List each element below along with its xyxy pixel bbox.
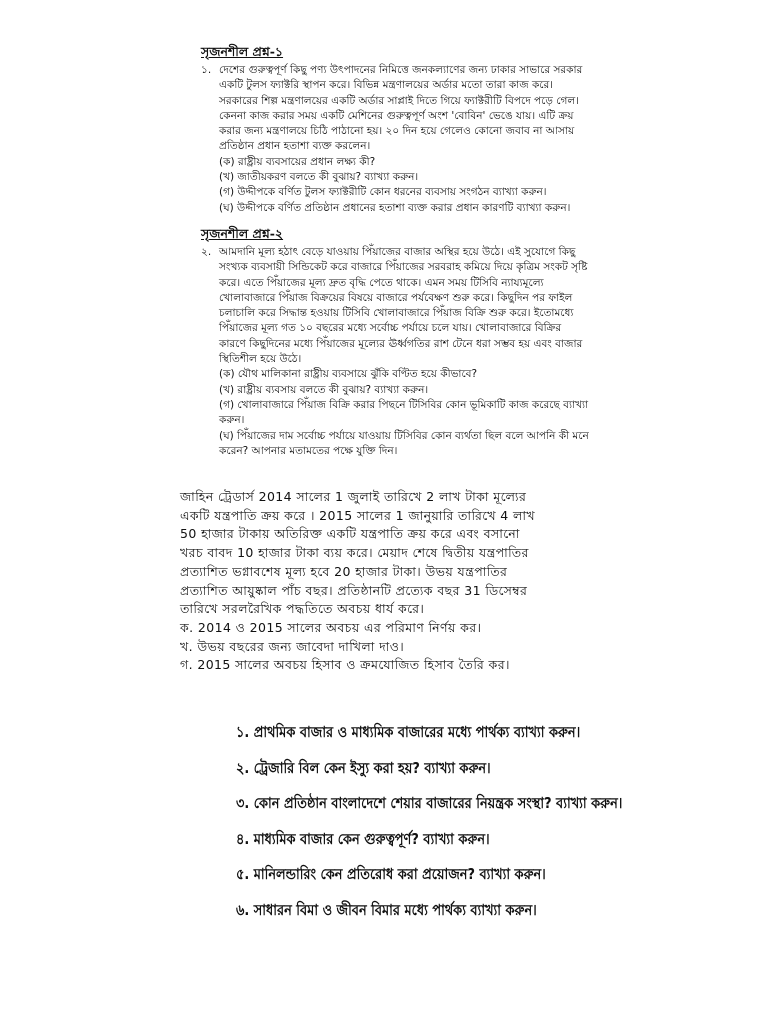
question-2-body bbox=[201, 245, 591, 459]
problem-line: জাহিন ট্রেডার্স 2014 সালের 1 জুলাই তারিখে 2 লাখ টাকা মূল্যের bbox=[180, 489, 527, 504]
question-2-stem: আমদানি মূল্য হঠাৎ বেড়ে যাওয়ায় পিঁয়াজের বাজার অস্থির হয়ে উঠে। এই সুযোগে কিছু সংখ্যক ব্যবসায়ী সিন্ডিকেট করে বাজারে পিঁয়াজের সরবরাহ কমিয়ে দিয়ে কৃত্রিম সংকট সৃষ্টি করে। এতে পিঁয়াজের মূল্য দ্রুত বৃদ্ধি পেতে থাকে। এমন সময় টিসিবি ন্যায্যমূল্যে খোলাবাজারে পিঁয়াজ বিক্রয়ের বিষয়ে বাজারে পর্যবেক্ষণ শুরু করে। কিছুদিন পর ফাইল চলাচালি করে সিদ্ধান্ত হওয়ায় টিসিবি খোলাবাজারে পিঁয়াজ বিক্রি শুরু করে। ইতোমধ্যে পিঁয়াজের মূল্য গত ১০ বছরের মধ্যে সর্বোচ্চ পর্যায়ে চলে যায়। খোলাবাজারে বিক্রির কারণে কিছুদিনের মধ্যে পিঁয়াজের মূল্যের ঊর্ধ্বগতির রাশ টেনে ধরা সম্ভব হয় এবং বাজার স্থিতিশীল হয়ে উঠে। bbox=[219, 246, 588, 366]
problem-line: তারিখে সরলরৈখিক পদ্ধতিতে অবচয় ধার্য করে। bbox=[180, 601, 425, 617]
short-question-1: ১. প্রাথমিক বাজার ও মাধ্যমিক বাজারের মধ্যে পার্থক্য ব্যাখ্যা করুন। bbox=[236, 723, 581, 741]
creative-question-2 bbox=[201, 226, 591, 459]
question-1-part-gha: (ঘ) উদ্দীপকে বর্ণিত প্রতিষ্ঠান প্রধানের হতাশা ব্যক্ত করার প্রধান কারণটি ব্যাখ্যা করুন। bbox=[219, 201, 571, 214]
question-2-part-kha: (খ) রাষ্ট্রীয় ব্যবসায় বলতে কী বুঝায়? ব্যাখ্যা করুন। bbox=[219, 383, 429, 396]
short-question-5: ৫. মানিলন্ডারিং কেন প্রতিরোধ করা প্রয়োজন? ব্যাখ্যা করুন। bbox=[236, 865, 546, 884]
question-1-number: ১. bbox=[201, 64, 212, 76]
problem-question-kha: খ. উভয় বছরের জন্য জাবেদা দাখিলা দাও। bbox=[180, 638, 405, 654]
question-1-part-ga: (গ) উদ্দীপকে বর্ণিত টুলস ফ্যাক্টরীটি কোন ধরনের ব্যবসায় সংগঠন ব্যাখ্যা করুন। bbox=[219, 186, 547, 199]
question-1-part-ka: (ক) রাষ্ট্রীয় ব্যবসায়ের প্রধান লক্ষ্য কী? bbox=[219, 155, 376, 168]
question-1-stem: দেশের গুরুত্বপূর্ণ কিছু পণ্য উৎপাদনের নিমিত্তে জনকল্যাণের জন্য ঢাকার সাভারে সরকার একটি টুলস ফ্যাক্টরি স্থাপন করে। বিভিন্ন মন্ত্রণালয়ের অর্ডার মতো তারা কাজ করে। সরকারের শিল্প মন্ত্রণালয়ের একটি অর্ডার সাপ্লাই দিতে গিয়ে ফ্যাক্টরীটি বিপদে পড়ে গেল। কেননা কাজ করার সময় একটি মেশিনের গুরুত্বপূর্ণ অংশ 'বোবিন' ভেঙে যায়। এটি ক্রয় করার জন্য মন্ত্রণালয়ে চিঠি পাঠানো হয়। ২০ দিন হয়ে গেলেও কোনো জবাব না আসায় প্রতিষ্ঠান প্রধান হতাশা ব্যক্ত করলেন। bbox=[219, 64, 583, 153]
short-question-6: ৬. সাধারন বিমা ও জীবন বিমার মধ্যে পার্থক্য ব্যাখ্যা করুন। bbox=[236, 900, 537, 919]
short-question-3: ৩. কোন প্রতিষ্ঠান বাংলাদেশে শেয়ার বাজারের নিয়ন্ত্রক সংস্থা? ব্যাখ্যা করুন। bbox=[236, 794, 623, 813]
question-2-part-gha: (ঘ) পিঁয়াজের দাম সর্বোচ্চ পর্যায়ে যাওয়ায় টিসিবির কোন ব্যর্থতা ছিল বলে আপনি কী মনে করেন? আপনার মতামতের পক্ষে যুক্তি দিন। bbox=[219, 429, 589, 457]
question-2-number: ২. bbox=[201, 246, 212, 258]
problem-question-ga: গ. 2015 সালের অবচয় হিসাব ও ক্রমযোজিত হিসাব তৈরি কর। bbox=[180, 657, 510, 673]
question-2-part-ga: (গ) খোলাবাজারে পিঁয়াজ বিক্রি করার পিছনে টিসিবির কোন ভূমিকাটি কাজ করেছে ব্যাখ্যা করুন। bbox=[219, 398, 589, 427]
question-2-heading: সৃজনশীল প্রশ্ন-২ bbox=[201, 226, 284, 241]
depreciation-problem bbox=[180, 488, 642, 675]
question-1-body bbox=[201, 63, 591, 216]
problem-line: প্রত্যাশিত ভগ্নাবশেষ মূল্য হবে 20 হাজার টাকা। উভয় যন্ত্রপাতির bbox=[180, 563, 508, 579]
short-question-2: ২. ট্রেজারি বিল কেন ইস্যু করা হয়? ব্যাখ্যা করুন। bbox=[236, 758, 491, 777]
question-1-part-kha: (খ) জাতীয়করণ বলতে কী বুঝায়? ব্যাখ্যা করুন। bbox=[219, 171, 419, 184]
question-2-part-ka: (ক) যৌথ মালিকানা রাষ্ট্রীয় ব্যবসায়ে ঝুঁকি বণ্টিত হয়ে কীভাবে? bbox=[219, 368, 478, 381]
problem-line: একটি যন্ত্রপাতি ক্রয় করে । 2015 সালের 1 জানুয়ারি তারিখে 4 লাখ bbox=[180, 507, 535, 523]
short-questions-list bbox=[236, 722, 623, 936]
problem-line: প্রত্যাশিত আয়ুষ্কাল পাঁচ বছর। প্রতিষ্ঠানটি প্রত্যেক বছর 31 ডিসেম্বর bbox=[180, 582, 528, 598]
problem-question-ka: ক. 2014 ও 2015 সালের অবচয় এর পরিমাণ নির্ণয় কর। bbox=[180, 619, 482, 635]
problem-line: 50 হাজার টাকায় অতিরিক্ত একটি যন্ত্রপাতি ক্রয় করে এবং বসানো bbox=[180, 526, 520, 542]
question-1-heading: সৃজনশীল প্রশ্ন-১ bbox=[201, 44, 284, 59]
creative-question-1 bbox=[201, 44, 591, 216]
problem-line: খরচ বাবদ 10 হাজার টাকা ব্যয় করে। মেয়াদ শেষে দ্বিতীয় যন্ত্রপাতির bbox=[180, 545, 529, 561]
short-question-4: ৪. মাধ্যমিক বাজার কেন গুরুত্বপূর্ণ? ব্যাখ্যা করুন। bbox=[236, 829, 490, 848]
